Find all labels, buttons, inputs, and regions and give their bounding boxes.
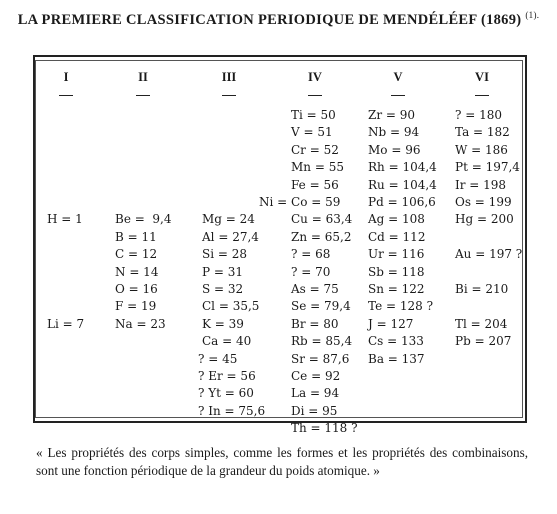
element-entry: Bi = 210	[455, 282, 509, 296]
element-entry: Cd = 112	[368, 229, 426, 244]
element-entry: Ba = 137	[368, 351, 425, 366]
element-entry: Na = 23	[115, 316, 166, 331]
element-entry: Se = 79,4	[291, 299, 351, 314]
element-entry: ? In = 75,6	[198, 403, 266, 418]
element-entry: Nb = 94	[368, 125, 420, 140]
element-entry: Ca = 40	[202, 334, 252, 349]
column-rule-3	[222, 95, 236, 96]
element-entry: Pt = 197,4	[455, 160, 520, 175]
element-entry: Ni = Co = 59	[259, 195, 341, 209]
element-entry: ? = 68	[291, 247, 331, 262]
element-entry: Sr = 87,6	[291, 351, 350, 366]
element-entry: ? = 70	[291, 264, 331, 279]
column-header-2: II	[138, 70, 148, 84]
element-entry: Ta = 182	[455, 125, 510, 140]
column-rule-4	[308, 95, 322, 96]
element-entry: B = 11	[115, 229, 157, 244]
element-entry: O = 16	[115, 282, 158, 296]
mendeleev-quote: « Les propriétés des corps simples, comme les formes et les propriétés des combinaisons, sont une fonction périodique de la grandeur du poids atomique. »	[36, 445, 528, 478]
element-entry: Mg = 24	[202, 212, 255, 227]
column-rule-5	[391, 95, 405, 96]
element-entry: Cu = 63,4	[291, 212, 353, 227]
element-entry: Zr = 90	[368, 108, 416, 122]
element-entry: Os = 199	[455, 195, 512, 209]
title-text: LA PREMIERE CLASSIFICATION PERIODIQUE DE MENDÉLÉEF (1869)	[17, 11, 522, 28]
column-rule-2	[136, 95, 150, 96]
element-entry: Ir = 198	[455, 177, 507, 192]
column-rule-6	[475, 95, 489, 96]
footnote-mark: (1).	[525, 10, 540, 20]
column-rule-1	[59, 95, 73, 96]
column-header-3: III	[221, 70, 237, 84]
element-entry: W = 186	[455, 142, 508, 157]
column-header-4: IV	[308, 70, 322, 84]
element-entry: C = 12	[115, 247, 158, 262]
element-entry: Pb = 207	[455, 334, 512, 349]
column-header-1: I	[63, 70, 69, 84]
element-entry: Fe = 56	[291, 177, 339, 192]
element-entry: Cl = 35,5	[202, 299, 260, 314]
element-entry: Li = 7	[47, 316, 85, 331]
element-entry: Cs = 133	[368, 334, 424, 349]
element-entry: N = 14	[115, 264, 159, 279]
element-entry: P = 31	[202, 264, 244, 279]
element-entry: Mo = 96	[368, 142, 421, 157]
element-entry: ? = 45	[198, 351, 238, 366]
element-entry: Sb = 118	[368, 264, 425, 279]
element-entry: Mn = 55	[291, 160, 344, 175]
element-entry: Th = 118 ?	[291, 421, 358, 436]
element-entry: Di = 95	[291, 403, 338, 418]
element-entry: H = 1	[47, 212, 83, 227]
element-entry: Br = 80	[291, 316, 339, 331]
element-entry: K = 39	[202, 316, 244, 331]
element-entry: Ru = 104,4	[368, 177, 437, 192]
element-entry: S = 32	[202, 282, 244, 296]
element-entry: Te = 128 ?	[368, 299, 434, 314]
element-entry: V = 51	[291, 125, 333, 140]
element-entry: Pd = 106,6	[368, 195, 436, 209]
element-entry: La = 94	[291, 386, 340, 401]
element-entry: As = 75	[291, 282, 339, 296]
element-entry: Au = 197 ?	[455, 247, 523, 262]
element-entry: Ti = 50	[291, 108, 336, 122]
element-entry: Tl = 204	[455, 316, 508, 331]
element-entry: Si = 28	[202, 247, 248, 262]
element-entry: ? = 180	[455, 108, 503, 122]
table-inner-border	[35, 60, 523, 418]
column-header-6: VI	[475, 70, 489, 84]
element-entry: Al = 27,4	[202, 229, 259, 244]
element-entry: J = 127	[368, 316, 414, 331]
element-entry: Be = 9,4	[115, 212, 172, 227]
column-header-5: V	[393, 70, 403, 84]
element-entry: Rh = 104,4	[368, 160, 437, 175]
element-entry: Hg = 200	[455, 212, 514, 227]
element-entry: Zn = 65,2	[291, 229, 352, 244]
element-entry: Ce = 92	[291, 369, 341, 383]
element-entry: Rb = 85,4	[291, 334, 353, 349]
element-entry: Sn = 122	[368, 282, 425, 296]
element-entry: Ag = 108	[368, 212, 425, 227]
element-entry: ? Yt = 60	[198, 386, 254, 401]
element-entry: F = 19	[115, 299, 157, 314]
element-entry: Cr = 52	[291, 142, 339, 157]
page-title	[0, 10, 557, 29]
element-entry: Ur = 116	[368, 247, 425, 262]
element-entry: ? Er = 56	[198, 369, 256, 383]
